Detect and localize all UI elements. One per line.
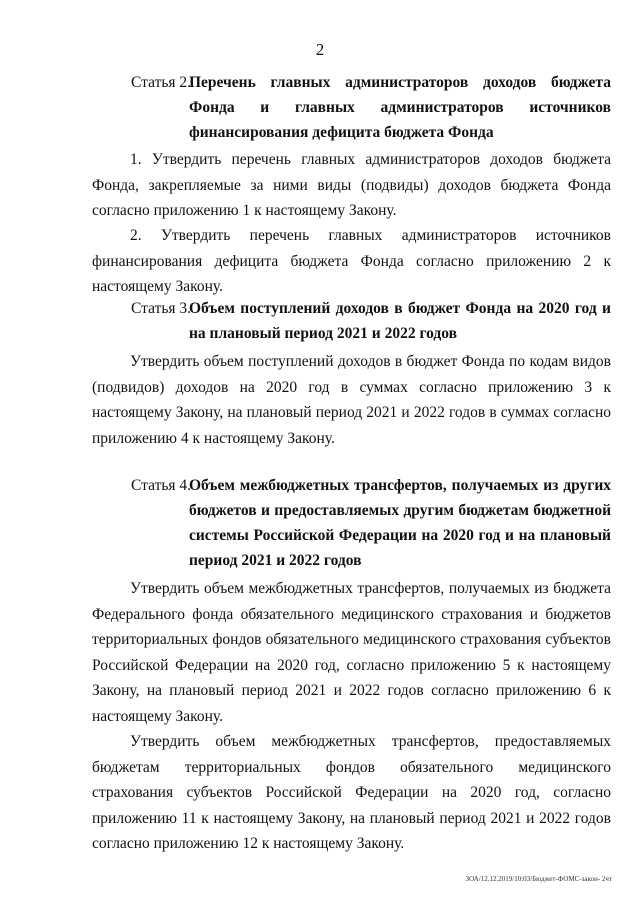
page-number: 2 <box>315 40 325 59</box>
article-2-title: Перечень главных администраторов доходов бюджета Фонда и главных администраторов источников финансирования дефицита бюджета Фонда <box>189 74 611 141</box>
article-3-paragraph-1: Утвердить объем поступлений доходов в бюджет Фонда по кодам видов (подвидов) доходов на 2020 год в суммах согласно приложению 3 к настоящему Закону, на плановый период 2021 и 2022 годов в суммах согласно приложению 4 к настоящему Закону. <box>92 353 611 447</box>
article-2-paragraph-1: 1. Утвердить перечень главных администраторов доходов бюджета Фонда, закрепляемые за ними виды (подвиды) доходов бюджета Фонда согласно приложению 1 к настоящему Закону. <box>92 151 611 219</box>
article-4-heading <box>131 473 611 573</box>
article-4-label: Статья 4. <box>131 477 192 494</box>
document-footer: ЗОА/12.12.2019/10:03/Бюджет-ФОМС-закон- 2чт <box>465 875 612 883</box>
article-3-title: Объем поступлений доходов в бюджет Фонда на 2020 год и на плановый период 2021 и 2022 годов <box>189 300 611 342</box>
article-2-heading <box>131 70 611 145</box>
article-4-paragraph-1: Утвердить объем межбюджетных трансфертов, получаемых из бюджета Федерального фонда обязательного медицинского страхования и бюджетов территориальных фондов обязательного медицинского страхования субъектов Российской Федерации на 2020 год, согласно приложению 5 к настоящему Закону, на плановый период 2021 и 2022 годов согласно приложению 6 к настоящему Закону. <box>92 580 611 725</box>
article-3-label: Статья 3. <box>131 300 192 317</box>
article-2-paragraph-2: 2. Утвердить перечень главных администраторов источников финансирования дефицита бюджета Фонда согласно приложению 2 к настоящему Закону. <box>92 227 611 295</box>
article-4-paragraph-2: Утвердить объем межбюджетных трансфертов, предоставляемых бюджетам территориальных фондов обязательного медицинского страхования субъектов Российской Федерации на 2020 год, согласно приложению 11 к настоящему Закону, на плановый период 2021 и 2022 годов согласно приложению 12 к настоящему Закону. <box>92 733 611 852</box>
article-3-heading <box>131 296 611 346</box>
article-4-title: Объем межбюджетных трансфертов, получаемых из других бюджетов и предоставляемых другим бюджетам бюджетной системы Российской Федерации на 2020 год и на плановый период 2021 и 2022 годов <box>189 477 611 569</box>
article-2-label: Статья 2. <box>131 74 192 91</box>
